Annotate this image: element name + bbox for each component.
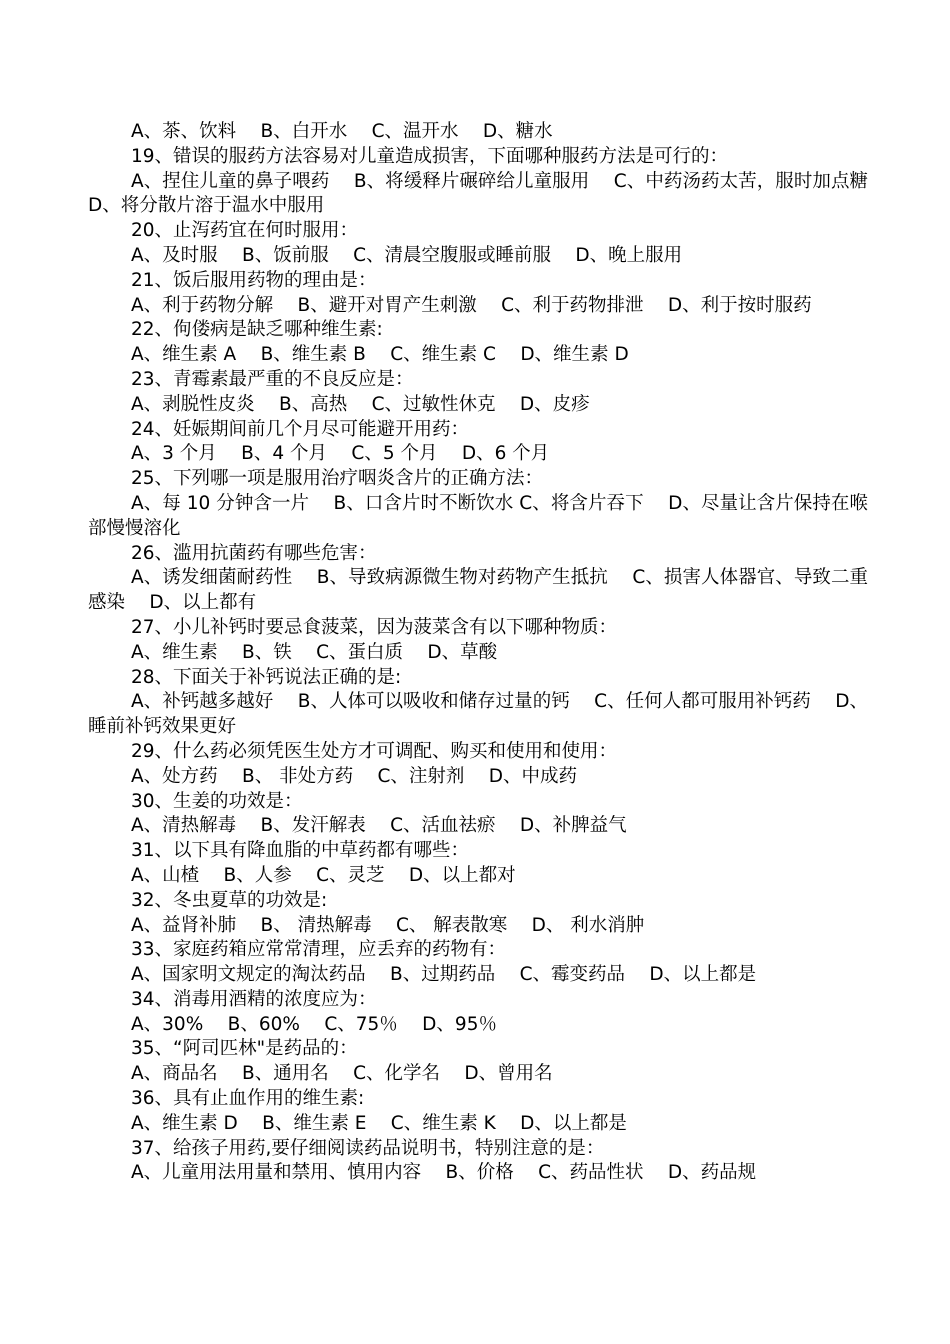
question-20: 20、止泻药宜在何时服用： [131, 220, 359, 242]
answer-options-30: A、清热解毒 B、发汗解表 C、活血祛瘀 D、补脾益气 [131, 815, 627, 837]
answer-options-32: A、益肾补肺 B、 清热解毒 C、 解表散寒 D、 利水消肿 [131, 914, 645, 936]
answer-options-33: A、国家明文规定的淘汰药品 B、过期药品 C、霉变药品 D、以上都是 [131, 964, 757, 986]
question-32: 32、冬虫夏草的功效是: [131, 889, 328, 911]
answer-options-23: A、剥脱性皮炎 B、高热 C、过敏性休克 D、皮疹 [131, 393, 590, 415]
answer-options-24: A、3 个月 B、4 个月 C、5 个月 D、6 个月 [131, 443, 550, 465]
answer-options-25: A、每 10 分钟含一片 B、口含片时不断饮水 C、将含片吞下 D、尽量让含片保持在喉部慢慢溶化 [88, 492, 868, 539]
question-27: 27、小儿补钙时要忌食菠菜，因为菠菜含有以下哪种物质： [131, 616, 618, 638]
question-28: 28、下面关于补钙说法正确的是: [131, 666, 402, 688]
question-29: 29、什么药必须凭医生处方才可调配、购买和使用和使用： [131, 740, 618, 762]
answer-options-18: A、茶、饮料 B、白开水 C、温开水 D、糖水 [131, 121, 553, 142]
answer-options-35: A、商品名 B、通用名 C、化学名 D、曾用名 [131, 1063, 553, 1085]
question-36: 36、具有止血作用的维生素: [131, 1088, 365, 1110]
answer-options-21: A、利于药物分解 B、避开对胃产生刺激 C、利于药物排泄 D、利于按时服药 [131, 294, 812, 316]
question-34: 34、消毒用酒精的浓度应为： [131, 988, 377, 1010]
question-33: 33、家庭药箱应常常清理，应丢弃的药物有： [131, 939, 507, 961]
question-21: 21、饭后服用药物的理由是： [131, 269, 377, 291]
question-23: 23、青霉素最严重的不良反应是： [131, 368, 414, 390]
question-25: 25、下列哪一项是服用治疗咽炎含片的正确方法： [131, 468, 544, 490]
answer-options-27: A、维生素 B、铁 C、蛋白质 D、草酸 [131, 641, 498, 663]
question-22: 22、佝偻病是缺乏哪种维生素: [131, 319, 383, 341]
answer-options-34: A、30% B、60% C、75％ D、95％ [131, 1013, 497, 1035]
answer-options-19: A、捏住儿童的鼻子喂药 B、将缓释片碾碎给儿童服用 C、中药汤药太苦，服时加点糖 D、将分散片溶于温水中服用 [88, 170, 893, 217]
answer-options-36: A、维生素 D B、维生素 E C、维生素 K D、以上都是 [131, 1112, 627, 1134]
question-35: 35、“阿司匹林"是药品的： [131, 1038, 358, 1060]
question-37: 37、给孩子用药,要仔细阅读药品说明书，特别注意的是： [131, 1137, 605, 1159]
answer-options-31: A、山楂 B、人参 C、灵芝 D、以上都对 [131, 864, 516, 886]
question-24: 24、妊娠期间前几个月尽可能避开用药： [131, 418, 470, 440]
answer-options-28: A、补钙越多越好 B、人体可以吸收和储存过量的钙 C、任何人都可服用补钙药 D、睡前补钙效果更好 [88, 691, 868, 738]
answer-options-37: A、儿童用法用量和禁用、慎用内容 B、价格 C、药品性状 D、药品规 [131, 1162, 757, 1184]
answer-options-20: A、及时服 B、饭前服 C、清晨空腹服或睡前服 D、晚上服用 [131, 244, 683, 266]
question-19: 19、错误的服药方法容易对儿童造成损害，下面哪种服药方法是可行的： [131, 145, 729, 167]
answer-options-22: A、维生素 A B、维生素 B C、维生素 C D、维生素 D [131, 344, 629, 366]
question-31: 31、以下具有降血脂的中草药都有哪些： [131, 840, 470, 862]
answer-options-29: A、处方药 B、 非处方药 C、注射剂 D、中成药 [131, 765, 578, 787]
question-26: 26、滥用抗菌药有哪些危害： [131, 542, 377, 564]
document-body [88, 120, 893, 1186]
answer-options-26: A、诱发细菌耐药性 B、导致病源微生物对药物产生抵抗 C、损害人体器官、导致二重感染 D、以上都有 [88, 567, 868, 614]
question-30: 30、生姜的功效是： [131, 790, 303, 812]
